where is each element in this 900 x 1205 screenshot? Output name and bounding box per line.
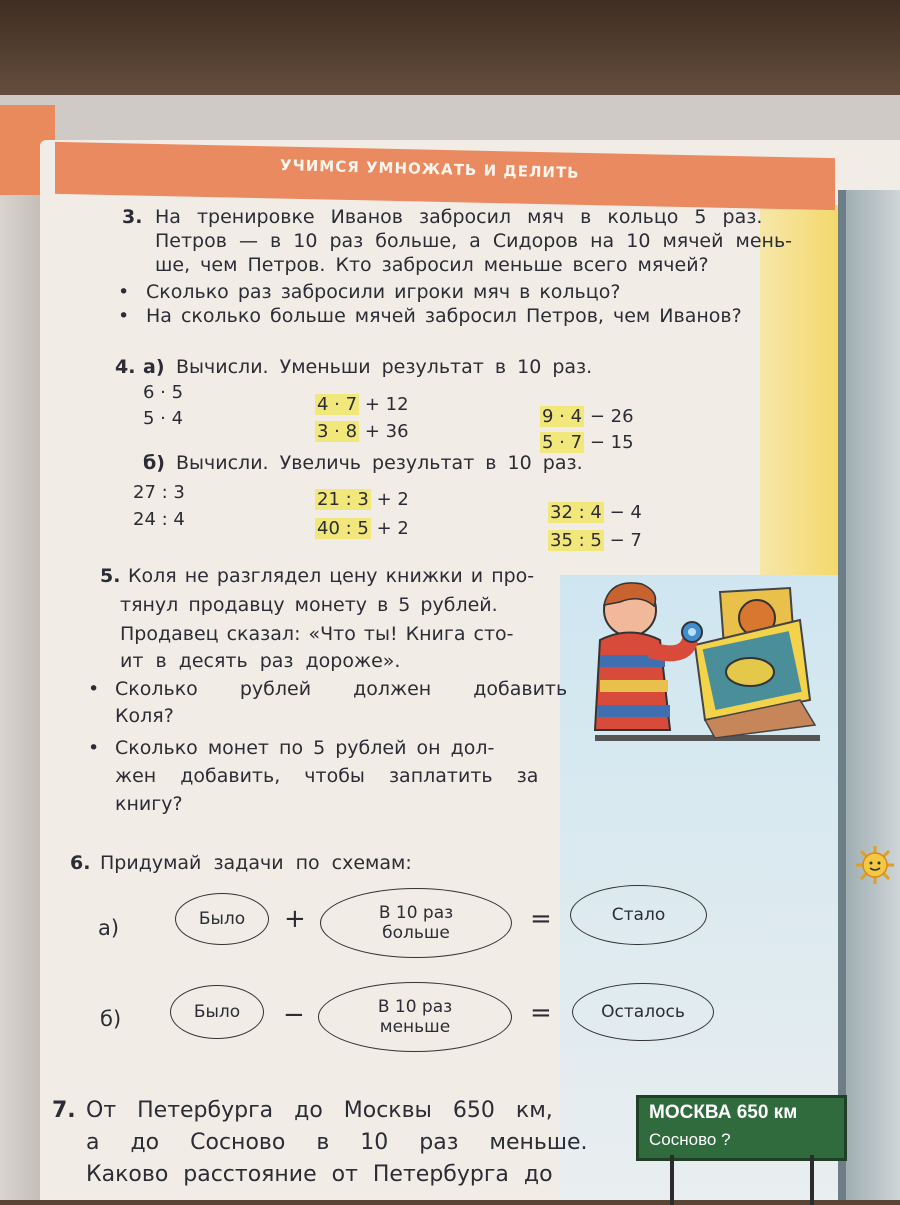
task-5-line-3: Продавец сказал: «Что ты! Книга сто- <box>120 623 514 645</box>
equals-sign: = <box>530 998 552 1028</box>
task-7-line-2: а до Сосново в 10 раз меньше. <box>86 1130 588 1155</box>
bullet-icon: • <box>88 678 100 700</box>
minus-sign: − <box>283 1000 305 1030</box>
scheme-b-label: б) <box>100 1007 122 1031</box>
page-edge-strip <box>838 190 846 1200</box>
road-sign <box>636 1095 847 1161</box>
bullet-icon: • <box>118 281 130 303</box>
task-4b-label: б) <box>143 452 165 474</box>
task-3-line-3: ше, чем Петров. Кто забросил меньше всего мячей? <box>155 254 709 276</box>
expr-4a-1: 6 · 5 <box>143 382 184 403</box>
expr-4a-6: 5 · 7 − 15 <box>542 432 634 453</box>
task-6-number: 6. <box>70 852 91 874</box>
task-3-number: 3. <box>122 206 143 228</box>
boy-with-coin-illustration <box>590 580 830 745</box>
scheme-a-start-oval: Было <box>175 893 269 945</box>
scheme-b-result-oval: Осталось <box>572 983 714 1041</box>
sun-icon <box>855 845 895 885</box>
task-5-q2-line-1: Сколько монет по 5 рублей он дол- <box>115 737 495 759</box>
table-background <box>0 0 900 110</box>
expr-4a-3: 4 · 7 + 12 <box>317 394 409 415</box>
task-3-line-1: На тренировке Иванов забросил мяч в кольцо 5 раз. <box>155 206 763 228</box>
scheme-b-change-oval: В 10 раз меньше <box>318 982 512 1052</box>
yellow-margin-band <box>760 205 840 575</box>
task-4a-instruction: Вычисли. Уменьши результат в 10 раз. <box>176 356 593 378</box>
scheme-a-result-oval: Стало <box>570 885 707 945</box>
task-3-question-1: Сколько раз забросили игроки мяч в кольцо? <box>146 281 621 303</box>
expr-4a-5: 9 · 4 − 26 <box>542 406 634 427</box>
expr-4b-6: 35 : 5 − 7 <box>550 530 642 551</box>
task-7-number: 7. <box>52 1098 76 1123</box>
task-5-line-2: тянул продавцу монету в 5 рублей. <box>120 594 498 616</box>
task-4-number: 4. <box>115 356 136 378</box>
sign-moscow-distance: МОСКВА 650 км <box>649 1102 798 1123</box>
task-4a-label: а) <box>143 356 165 378</box>
task-4b-instruction: Вычисли. Увеличь результат в 10 раз. <box>176 452 583 474</box>
sign-post <box>810 1155 814 1205</box>
task-7-line-3: Каково расстояние от Петербурга до <box>86 1162 553 1187</box>
task-5-q1-line-2: Коля? <box>115 705 174 727</box>
task-7-line-1: От Петербурга до Москвы 650 км, <box>86 1098 553 1123</box>
task-5-number: 5. <box>100 565 121 587</box>
expr-4a-2: 5 · 4 <box>143 408 184 429</box>
scheme-a-change-oval: В 10 раз больше <box>320 888 512 958</box>
task-5-q2-line-2: жен добавить, чтобы заплатить за <box>115 765 539 787</box>
scheme-a-label: а) <box>98 916 120 940</box>
expr-4b-1: 27 : 3 <box>133 482 185 503</box>
task-5-q1-line-1: Сколько рублей должен добавить <box>115 678 568 700</box>
task-3-question-2: На сколько больше мячей забросил Петров, чем Иванов? <box>146 305 742 327</box>
equals-sign: = <box>530 904 552 934</box>
scheme-b-start-oval: Было <box>170 985 264 1039</box>
page-edge <box>840 190 900 1200</box>
expr-4b-5: 32 : 4 − 4 <box>550 502 642 523</box>
expr-4b-4: 40 : 5 + 2 <box>317 518 409 539</box>
bullet-icon: • <box>118 305 130 327</box>
task-6-title: Придумай задачи по схемам: <box>100 852 412 874</box>
expr-4b-2: 24 : 4 <box>133 509 185 530</box>
task-5-line-4: ит в десять раз дороже». <box>120 650 401 672</box>
task-3-line-2: Петров — в 10 раз больше, а Сидоров на 10 мячей мень- <box>155 230 793 252</box>
task-5-q2-line-3: книгу? <box>115 793 183 815</box>
section-title: УЧИМСЯ УМНОЖАТЬ И ДЕЛИТЬ <box>279 156 580 182</box>
plus-sign: + <box>284 904 306 934</box>
expr-4b-3: 21 : 3 + 2 <box>317 489 409 510</box>
task-5-line-1: Коля не разглядел цену книжки и про- <box>128 565 535 587</box>
sign-post <box>670 1155 674 1205</box>
expr-4a-4: 3 · 8 + 36 <box>317 421 409 442</box>
bullet-icon: • <box>88 737 100 759</box>
sign-sosnovo-distance: Сосново ? <box>649 1130 731 1149</box>
